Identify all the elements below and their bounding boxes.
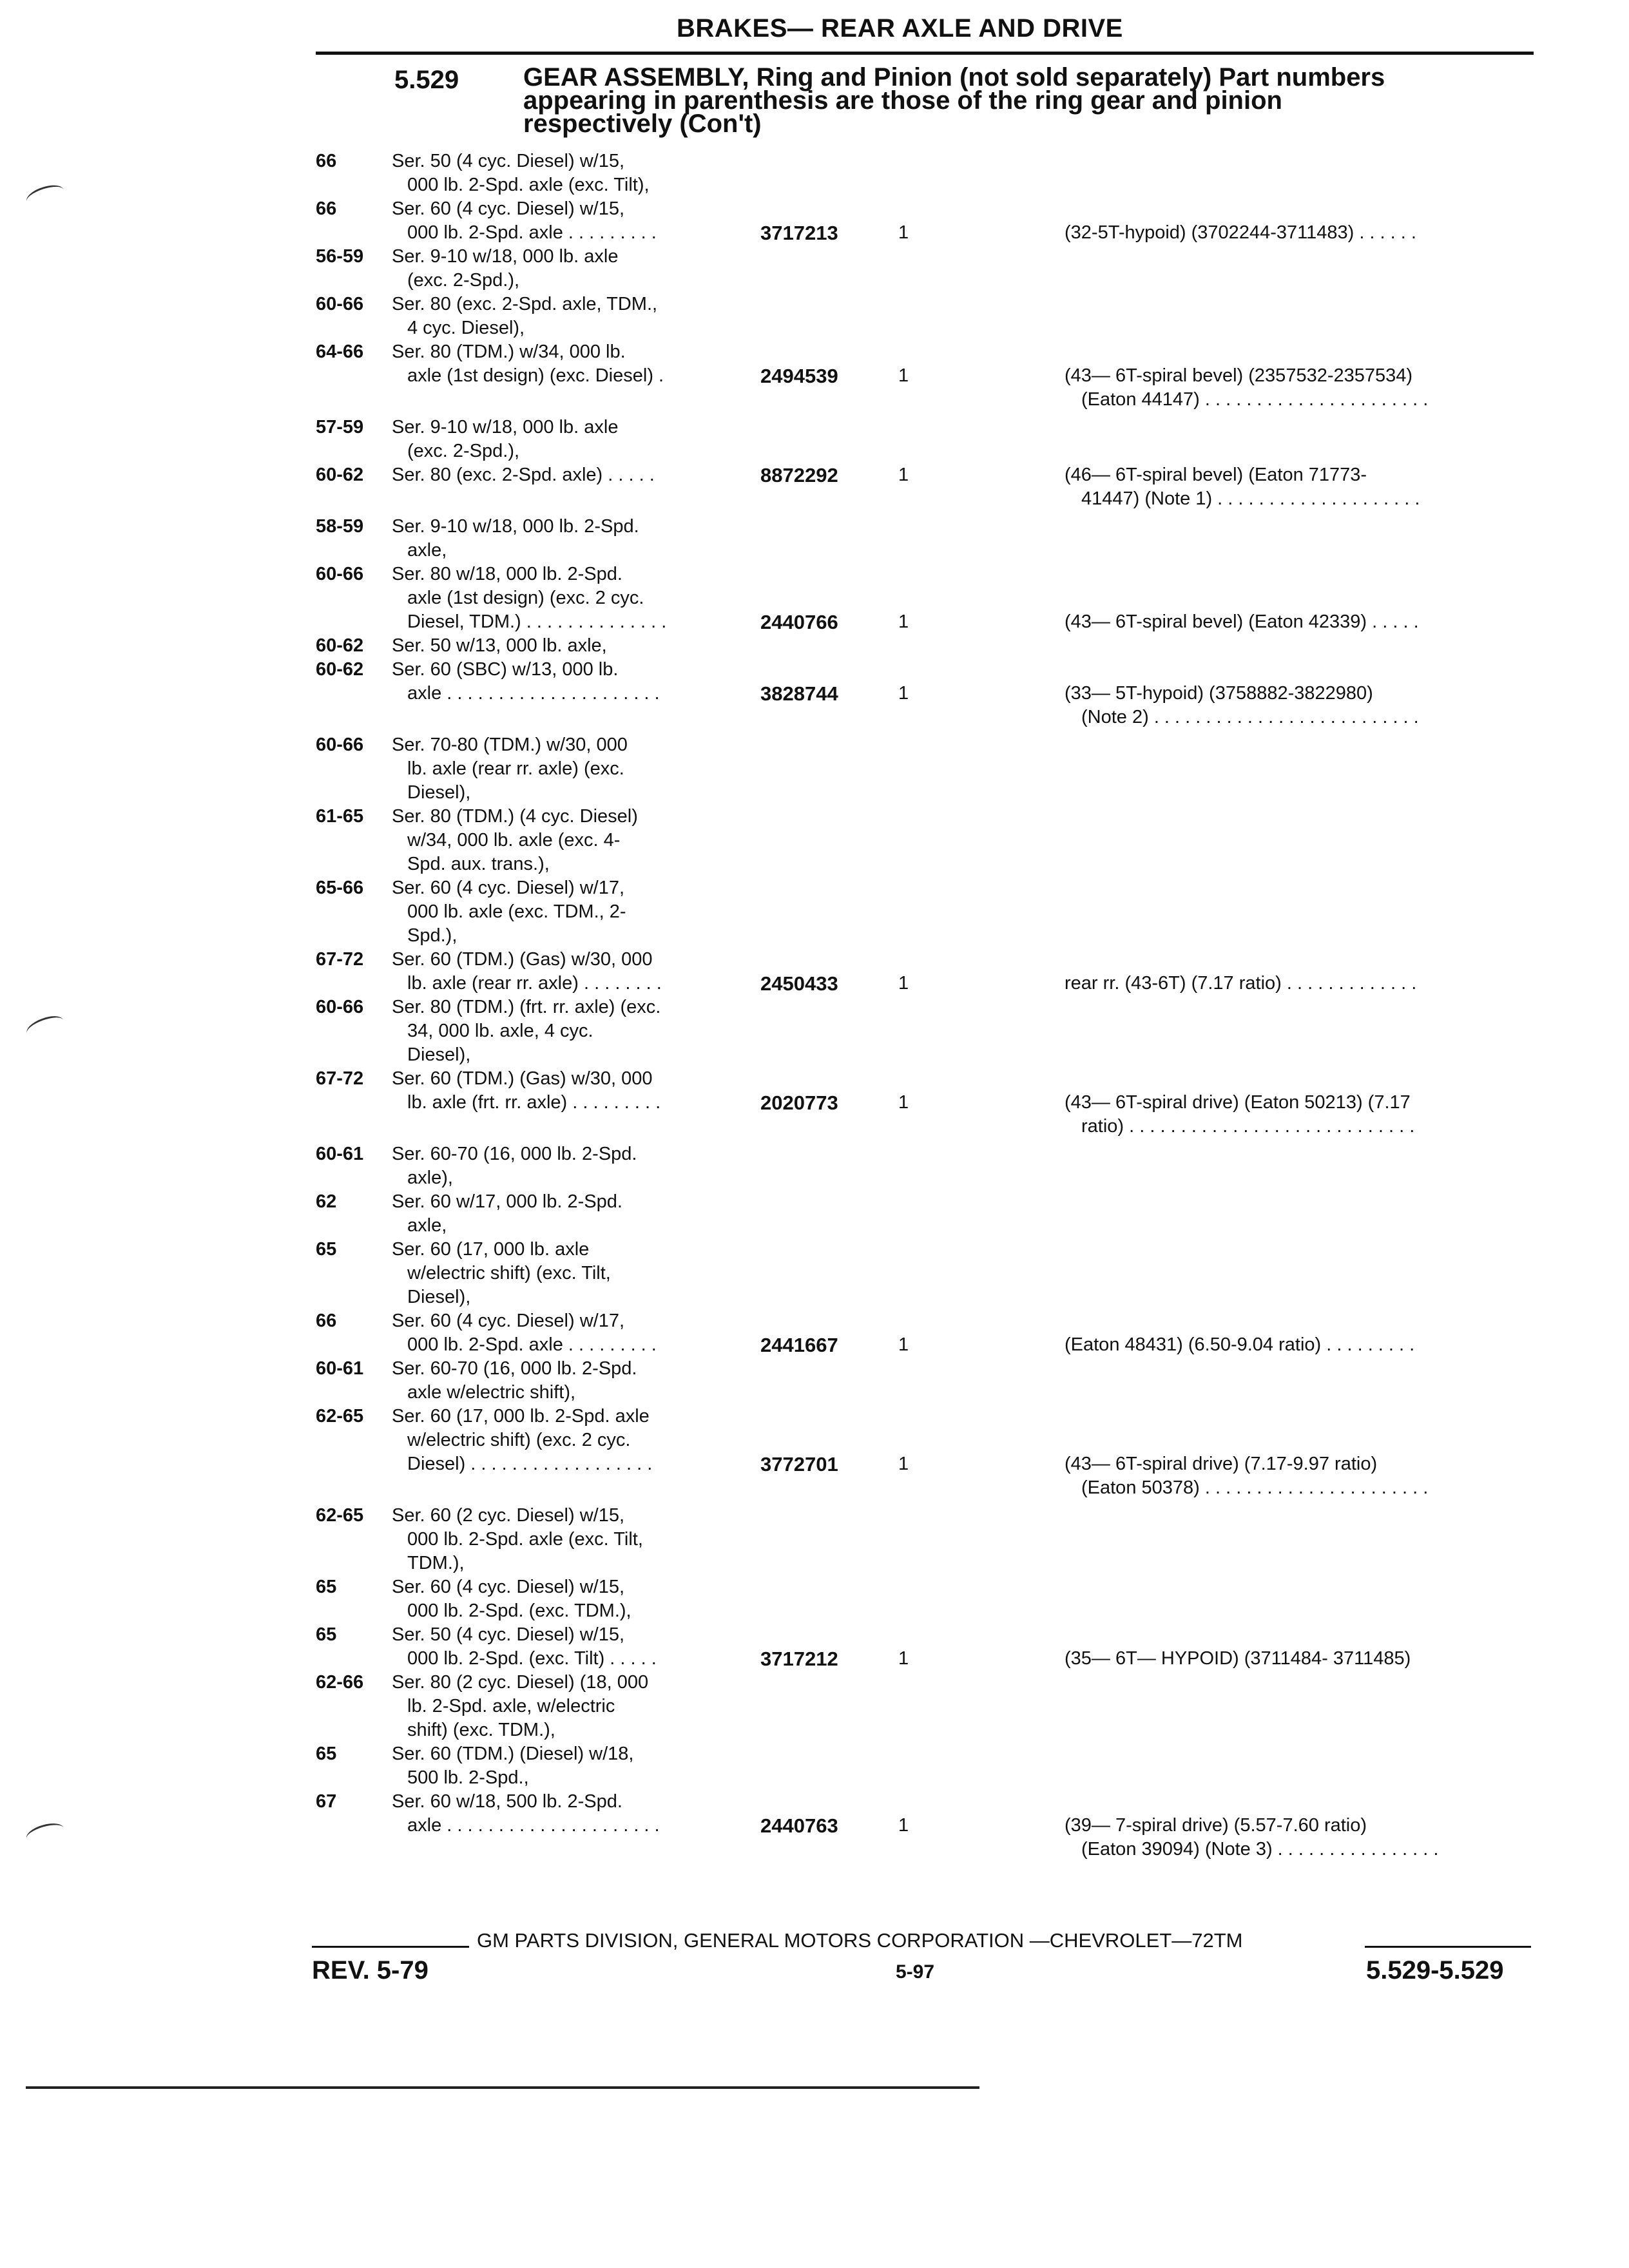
entry-note <box>1065 364 1541 412</box>
section-title <box>523 63 1528 138</box>
entry-description <box>392 876 727 948</box>
entry-year: 60-62 <box>316 465 364 485</box>
entry-part-number: 2441667 <box>760 1334 838 1356</box>
entry-description-line: w/34, 000 lb. axle (exc. 4- <box>407 830 621 850</box>
entry-description-line: Spd.), <box>407 925 458 946</box>
entry-description-line: TDM.), <box>407 1553 465 1573</box>
entry-quantity: 1 <box>898 365 909 386</box>
entry-description-line: Ser. 60 (17, 000 lb. 2-Spd. axle <box>392 1406 650 1427</box>
entry-description-line: 000 lb. 2-Spd. axle (exc. Tilt, <box>407 1529 643 1550</box>
section-title-line: appearing in parenthesis are those of the ring gear and pinion <box>523 86 1282 115</box>
entry-description <box>392 293 727 340</box>
entry-description <box>392 1309 727 1357</box>
footer-publisher: GM PARTS DIVISION, GENERAL MOTORS CORPORATION —CHEVROLET—72TM <box>477 1929 1243 1952</box>
entry-year: 67-72 <box>316 1068 364 1089</box>
entry-description <box>392 1623 727 1671</box>
entry-description-line: Diesel), <box>407 1287 471 1307</box>
entry-quantity: 1 <box>898 1648 909 1669</box>
entry-description-line: Ser. 60 (2 cyc. Diesel) w/15, <box>392 1505 625 1526</box>
entry-description-line: lb. axle (rear rr. axle) . . . . . . . . <box>407 973 662 994</box>
entry-note <box>1065 682 1541 729</box>
section-title-line: GEAR ASSEMBLY, Ring and Pinion (not sold separately) Part numbers <box>523 63 1385 91</box>
entry-description <box>392 1238 727 1309</box>
entry-description <box>392 463 727 487</box>
entry-description-line: Diesel, TDM.) . . . . . . . . . . . . . . <box>407 611 667 632</box>
entry-year: 60-62 <box>316 635 364 656</box>
entry-description <box>392 197 727 245</box>
section-number: 5.529 <box>394 66 459 94</box>
entry-description-line: Ser. 80 (exc. 2-Spd. axle, TDM., <box>392 294 658 314</box>
entry-description-line: Diesel), <box>407 782 471 803</box>
entry-description-line: lb. axle (rear rr. axle) (exc. <box>407 758 624 779</box>
scan-bottom-rule <box>26 2086 979 2089</box>
entry-description-line: axle, <box>407 540 447 561</box>
entry-description <box>392 416 727 463</box>
entry-description <box>392 1405 727 1476</box>
entry-description <box>392 658 727 706</box>
entry-note <box>1065 221 1541 245</box>
entry-part-number: 3717213 <box>760 222 838 244</box>
entry-part-number: 3717212 <box>760 1648 838 1670</box>
entry-part-number: 2450433 <box>760 972 838 995</box>
entry-description-line: Ser. 80 (TDM.) (frt. rr. axle) (exc. <box>392 997 661 1017</box>
entry-year: 60-66 <box>316 997 364 1017</box>
binder-hole-mark <box>24 1012 66 1042</box>
entry-description-line: axle w/electric shift), <box>407 1382 576 1403</box>
entry-year: 66 <box>316 198 337 219</box>
entry-description-line: Ser. 60 (TDM.) (Gas) w/30, 000 <box>392 949 653 970</box>
entry-year: 61-65 <box>316 806 364 827</box>
entry-part-number: 2440763 <box>760 1814 838 1837</box>
entry-description-line: 000 lb. 2-Spd. axle . . . . . . . . . <box>407 1334 657 1355</box>
footer-section-range: 5.529-5.529 <box>1366 1956 1504 1984</box>
entry-description-line: Ser. 80 w/18, 000 lb. 2-Spd. <box>392 564 622 584</box>
entry-description-line: 500 lb. 2-Spd., <box>407 1767 529 1788</box>
footer-rule-left <box>312 1946 469 1948</box>
entry-year: 65 <box>316 1239 337 1260</box>
section-title-line: respectively (Con't) <box>523 110 762 138</box>
entry-part-number: 2020773 <box>760 1091 838 1114</box>
entry-note-line: rear rr. (43-6T) (7.17 ratio) . . . . . . . . . . . . . <box>1065 973 1417 994</box>
entry-description <box>392 1575 727 1623</box>
entry-quantity: 1 <box>898 1454 909 1474</box>
entry-description-line: Ser. 80 (TDM.) (4 cyc. Diesel) <box>392 806 638 827</box>
entry-note <box>1065 1647 1541 1671</box>
footer-rule-right <box>1365 1946 1531 1948</box>
entry-note-line: ratio) . . . . . . . . . . . . . . . . . . . . . . . . . . . . <box>1081 1116 1415 1137</box>
entry-note-line: (43— 6T-spiral bevel) (Eaton 42339) . . . . . <box>1065 611 1419 632</box>
entry-description-line: Ser. 9-10 w/18, 000 lb. axle <box>392 417 619 437</box>
entry-description <box>392 1190 727 1238</box>
entry-note <box>1065 1814 1541 1861</box>
entry-note-line: (Eaton 44147) . . . . . . . . . . . . . . . . . . . . . . <box>1081 389 1429 410</box>
entry-year: 62-65 <box>316 1505 364 1526</box>
entry-year: 65 <box>316 1624 337 1645</box>
entry-description-line: 000 lb. 2-Spd. axle . . . . . . . . . <box>407 222 657 243</box>
entry-year: 62-65 <box>316 1406 364 1427</box>
entry-description-line: axle . . . . . . . . . . . . . . . . . . . . . <box>407 683 660 704</box>
entry-year: 60-66 <box>316 294 364 314</box>
entry-year: 56-59 <box>316 246 364 267</box>
entry-description-line: Ser. 60 (TDM.) (Diesel) w/18, <box>392 1744 634 1764</box>
page-header-title: BRAKES— REAR AXLE AND DRIVE <box>677 14 1123 43</box>
entry-description-line: Ser. 9-10 w/18, 000 lb. axle <box>392 246 619 267</box>
entry-note <box>1065 463 1541 511</box>
entry-note-line: (Eaton 48431) (6.50-9.04 ratio) . . . . . . . . . <box>1065 1334 1415 1355</box>
entry-quantity: 1 <box>898 465 909 485</box>
entry-description <box>392 149 727 197</box>
entry-description-line: w/electric shift) (exc. 2 cyc. <box>407 1430 631 1450</box>
entry-description-line: 000 lb. 2-Spd. (exc. TDM.), <box>407 1600 631 1621</box>
entry-part-number: 2494539 <box>760 365 838 387</box>
entry-note-line: (39— 7-spiral drive) (5.57-7.60 ratio) <box>1065 1815 1367 1836</box>
entry-quantity: 1 <box>898 222 909 243</box>
entry-note-line: (46— 6T-spiral bevel) (Eaton 71773- <box>1065 465 1367 485</box>
entry-quantity: 1 <box>898 973 909 994</box>
entry-note-line: (Note 2) . . . . . . . . . . . . . . . . . . . . . . . . . . <box>1081 707 1419 727</box>
entry-description-line: lb. 2-Spd. axle, w/electric <box>407 1696 615 1716</box>
entry-year: 57-59 <box>316 417 364 437</box>
entry-year: 65 <box>316 1744 337 1764</box>
entry-note <box>1065 1452 1541 1500</box>
entry-description-line: 000 lb. 2-Spd. axle (exc. Tilt), <box>407 175 650 195</box>
entry-quantity: 1 <box>898 1334 909 1355</box>
entry-note <box>1065 610 1541 634</box>
entry-description-line: lb. axle (frt. rr. axle) . . . . . . . . . <box>407 1092 661 1113</box>
entry-description <box>392 562 727 634</box>
entry-description-line: axle (1st design) (exc. Diesel) . <box>407 365 664 386</box>
entry-description-line: Ser. 60 (TDM.) (Gas) w/30, 000 <box>392 1068 653 1089</box>
entry-description-line: (exc. 2-Spd.), <box>407 270 520 291</box>
entry-description <box>392 515 727 562</box>
entry-description <box>392 1357 727 1405</box>
entry-description-line: Ser. 70-80 (TDM.) w/30, 000 <box>392 735 628 755</box>
entry-description-line: 000 lb. 2-Spd. (exc. Tilt) . . . . . <box>407 1648 657 1669</box>
entry-description <box>392 245 727 293</box>
entry-description-line: (exc. 2-Spd.), <box>407 441 520 461</box>
entry-description-line: 34, 000 lb. axle, 4 cyc. <box>407 1021 593 1041</box>
entry-description-line: Spd. aux. trans.), <box>407 854 550 874</box>
entry-description-line: Ser. 60 w/17, 000 lb. 2-Spd. <box>392 1191 622 1212</box>
entry-year: 60-62 <box>316 659 364 680</box>
entry-year: 67-72 <box>316 949 364 970</box>
entry-note-line: (Eaton 39094) (Note 3) . . . . . . . . . . . . . . . . <box>1081 1839 1439 1860</box>
footer-page-number: 5-97 <box>896 1961 935 1983</box>
entry-description-line: Ser. 60-70 (16, 000 lb. 2-Spd. <box>392 1144 637 1164</box>
entry-description-line: Ser. 60 (4 cyc. Diesel) w/17, <box>392 1311 625 1331</box>
entry-note-line: (43— 6T-spiral drive) (Eaton 50213) (7.17 <box>1065 1092 1411 1113</box>
entry-description <box>392 948 727 995</box>
entry-description <box>392 340 727 388</box>
entry-year: 58-59 <box>316 516 364 537</box>
entry-year: 66 <box>316 151 337 171</box>
entry-description-line: 000 lb. axle (exc. TDM., 2- <box>407 901 626 922</box>
entry-note <box>1065 1091 1541 1139</box>
entry-description-line: Ser. 60 (4 cyc. Diesel) w/15, <box>392 198 625 219</box>
entry-description-line: Diesel), <box>407 1044 471 1065</box>
entry-note-line: (43— 6T-spiral bevel) (2357532-2357534) <box>1065 365 1413 386</box>
entry-description-line: Ser. 60 (4 cyc. Diesel) w/17, <box>392 878 625 898</box>
entry-year: 62-66 <box>316 1672 364 1693</box>
entry-quantity: 1 <box>898 1092 909 1113</box>
entry-description-line: axle (1st design) (exc. 2 cyc. <box>407 588 644 608</box>
entry-quantity: 1 <box>898 683 909 704</box>
entry-part-number: 3828744 <box>760 682 838 705</box>
entry-description-line: Ser. 50 (4 cyc. Diesel) w/15, <box>392 1624 625 1645</box>
entry-year: 64-66 <box>316 341 364 362</box>
entry-description <box>392 1790 727 1838</box>
entry-description <box>392 1504 727 1575</box>
entry-description <box>392 1067 727 1115</box>
entry-year: 60-61 <box>316 1358 364 1379</box>
entry-part-number: 3772701 <box>760 1453 838 1475</box>
entry-description-line: Ser. 80 (2 cyc. Diesel) (18, 000 <box>392 1672 649 1693</box>
entry-description-line: Ser. 60 w/18, 500 lb. 2-Spd. <box>392 1791 622 1812</box>
entry-description-line: Ser. 60 (17, 000 lb. axle <box>392 1239 590 1260</box>
entry-description-line: Ser. 50 w/13, 000 lb. axle, <box>392 635 607 656</box>
entry-year: 62 <box>316 1191 337 1212</box>
entry-quantity: 1 <box>898 611 909 632</box>
entry-part-number: 8872292 <box>760 464 838 486</box>
entry-description-line: Ser. 60 (SBC) w/13, 000 lb. <box>392 659 619 680</box>
entry-description <box>392 1742 727 1790</box>
entry-description-line: Ser. 80 (TDM.) w/34, 000 lb. <box>392 341 626 362</box>
entry-description-line: Diesel) . . . . . . . . . . . . . . . . . . <box>407 1454 653 1474</box>
entry-year: 67 <box>316 1791 337 1812</box>
binder-hole-mark <box>24 181 66 209</box>
entry-year: 65 <box>316 1577 337 1597</box>
entry-description-line: w/electric shift) (exc. Tilt, <box>407 1263 611 1283</box>
entry-description <box>392 1671 727 1742</box>
header-rule <box>316 52 1534 55</box>
entry-note-line: (35— 6T— HYPOID) (3711484- 3711485) <box>1065 1648 1411 1669</box>
entry-description <box>392 733 727 805</box>
entry-note-line: (43— 6T-spiral drive) (7.17-9.97 ratio) <box>1065 1454 1378 1474</box>
entry-year: 60-66 <box>316 564 364 584</box>
entry-year: 60-61 <box>316 1144 364 1164</box>
entry-year: 60-66 <box>316 735 364 755</box>
entry-note-line: (32-5T-hypoid) (3702244-3711483) . . . . . . <box>1065 222 1416 243</box>
entry-description-line: Ser. 80 (exc. 2-Spd. axle) . . . . . <box>392 465 655 485</box>
entry-note <box>1065 972 1541 995</box>
entry-description <box>392 805 727 876</box>
entry-description-line: 4 cyc. Diesel), <box>407 318 525 338</box>
entry-description <box>392 634 727 658</box>
footer-revision: REV. 5-79 <box>312 1956 429 1984</box>
entry-description-line: Ser. 50 (4 cyc. Diesel) w/15, <box>392 151 625 171</box>
entry-note <box>1065 1333 1541 1357</box>
entry-note-line: (Eaton 50378) . . . . . . . . . . . . . . . . . . . . . . <box>1081 1477 1429 1498</box>
binder-hole-mark <box>24 1820 66 1847</box>
entry-description <box>392 1142 727 1190</box>
entry-quantity: 1 <box>898 1815 909 1836</box>
entry-note-line: 41447) (Note 1) . . . . . . . . . . . . . . . . . . . . <box>1081 488 1420 509</box>
entry-year: 65-66 <box>316 878 364 898</box>
entry-description <box>392 995 727 1067</box>
entry-description-line: Ser. 9-10 w/18, 000 lb. 2-Spd. <box>392 516 639 537</box>
entry-description-line: axle), <box>407 1168 453 1188</box>
entry-year: 66 <box>316 1311 337 1331</box>
entry-description-line: Ser. 60-70 (16, 000 lb. 2-Spd. <box>392 1358 637 1379</box>
entry-part-number: 2440766 <box>760 611 838 633</box>
entry-description-line: Ser. 60 (4 cyc. Diesel) w/15, <box>392 1577 625 1597</box>
entry-note-line: (33— 5T-hypoid) (3758882-3822980) <box>1065 683 1373 704</box>
entry-description-line: shift) (exc. TDM.), <box>407 1720 555 1740</box>
entry-description-line: axle . . . . . . . . . . . . . . . . . . . . . <box>407 1815 660 1836</box>
entry-description-line: axle, <box>407 1215 447 1236</box>
